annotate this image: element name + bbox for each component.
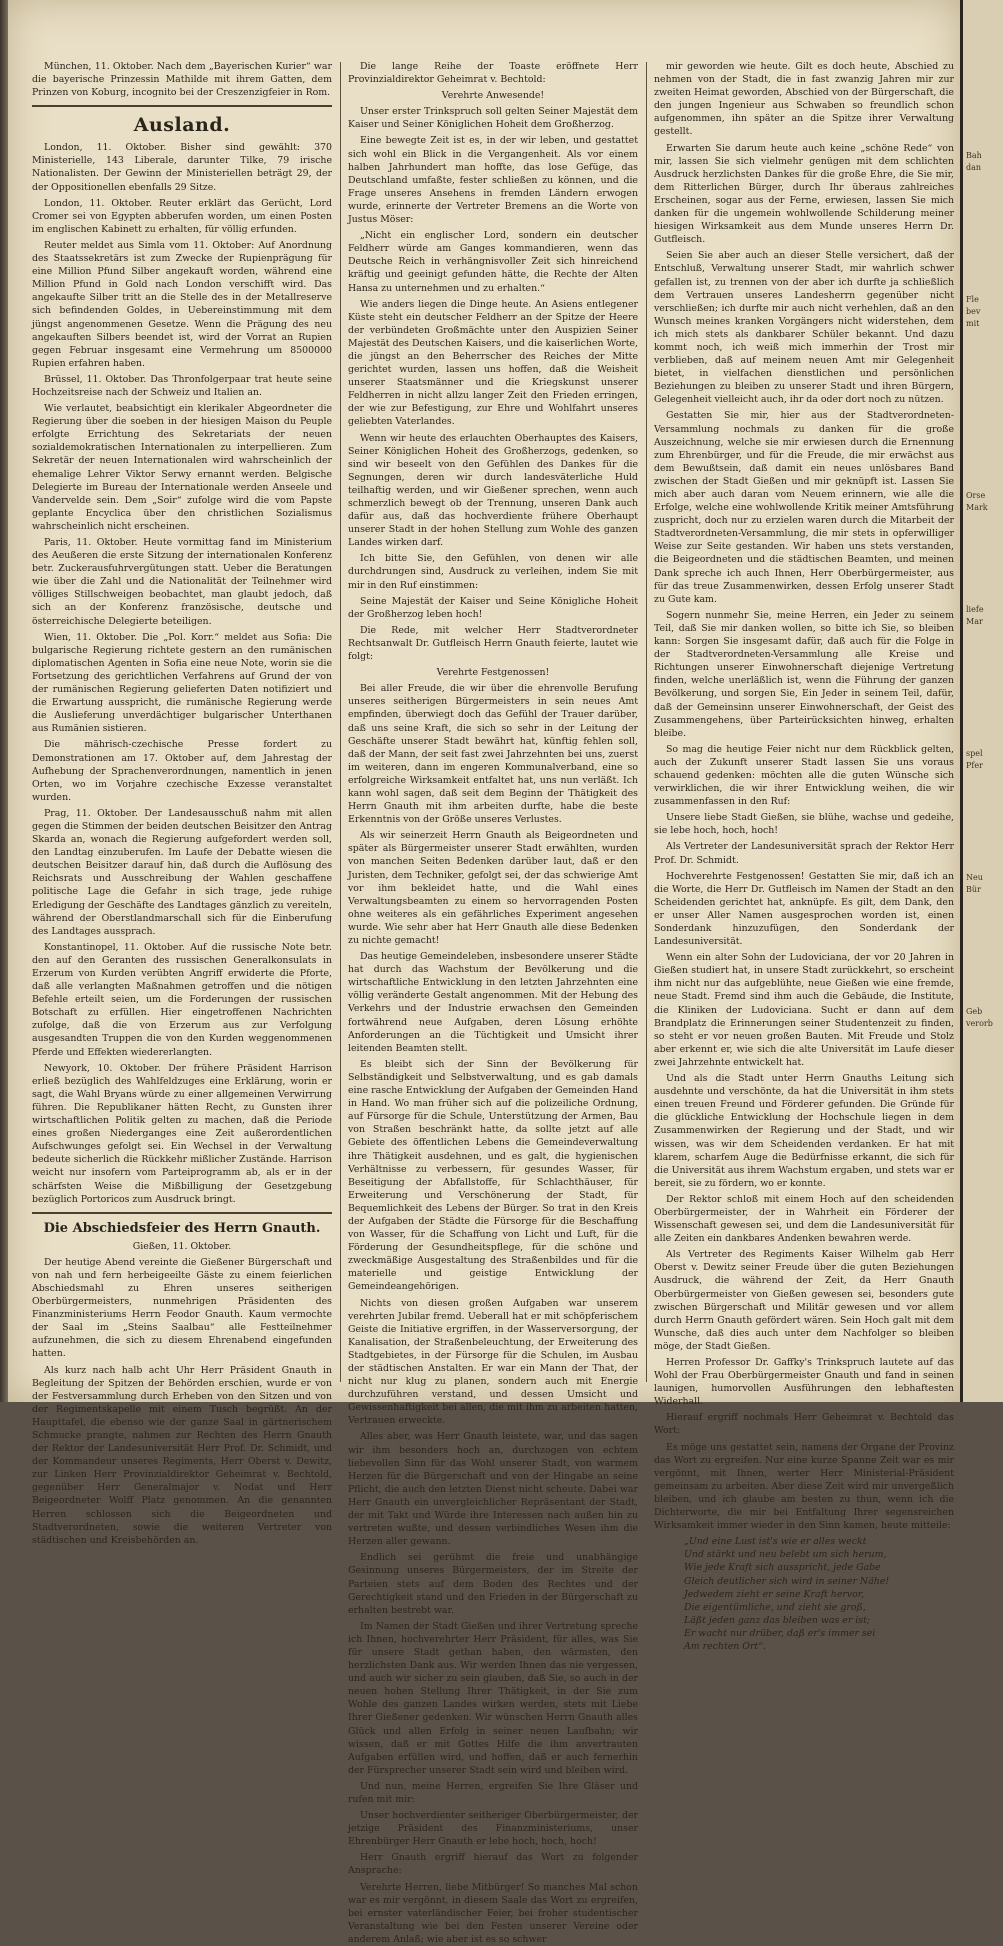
adjacent-page-fragment: Geb [966,1007,983,1016]
verse-line: Er wacht nur drüber, daß er's immer sei [684,1627,876,1639]
paragraph: Ich bitte Sie, den Gefühlen, von denen wir alle durchdrungen sind, Ausdruck zu verleihen, indem Sie mit mir in den Ruf einstimmen: [348,553,638,591]
paragraph: Prag, 11. Oktober. Der Landesausschuß nahm mit allen gegen die Stimmen der beiden deutschen Beisitzer den Antrag Skarda an, wonach die Regierung aufgefordert werden soll, den Landtag einzuberufen. Im Laufe der Debatte wiesen die deutschen Beisitzer darauf hin, daß durch die Auflösung des Reichsrats und Ausschreibung der Wahlen geschaffene politische Lage die Gefahr in sich trage, jede ruhige Erledigung der Geschäfte des Landtages gänzlich zu vereiteln, während der Oberstlandmarschall sich für die Einberufung des Landtages aussprach. [32,807,332,937]
binding-edge [0,0,8,1402]
column-middle [348,60,638,1945]
paragraph: Verehrte Herren, liebe Mitbürger! So manches Mal schon war es mir vergönnt, in diesem Saale das Wort zu ergreifen, bei ernster vaterländischer Feier, bei froher studentischer Veranstaltung wie bei den Festen unserer Vereine oder anderem Anlaß; wie aber ist es so schwer [348,1881,638,1945]
quotation: „Nicht ein englischer Lord, sondern ein deutscher Feldherr würde am Ganges kommandieren, wenn das Deutsche Reich in verhängnisvoller Zeit sich hinreichend kräftig und geeinigt gefunden hätte, die Rechte der Alten Hansa zu unternehmen und zu erhalten.“ [348,230,638,294]
adjacent-page-fragment: spel [966,749,983,758]
paragraph: Der heutige Abend vereinte die Gießener Bürgerschaft und von nah und fern herbeigeeilte Gäste zu einem feierlichen Abschiedsmahl zu Ehren unseres seitherigen Oberbürgermeisters, nunmehrigen Präsidenten des Finanzministeriums Herrn Feodor Gnauth. Kaum vermochte der Saal im „Steins Saalbau“ alle Festteilnehmer aufzunehmen, die sich zu diesem Ehrenabend eingefunden hatten. [32,1256,332,1360]
paragraph: Eine bewegte Zeit ist es, in der wir leben, und gestattet sich wohl ein Blick in die Vergangenheit. Als vor einem halben Jahrhundert man hoffte, das lose Gefüge, das Deutschland umfaßte, fester schließen zu können, und die Frage unseres Ansehens in fremden Ländern erwogen wurde, erinnerte der Vertreter Bremens an die Worte von Justus Möser: [348,135,638,226]
adjacent-page-fragment: dan [966,163,982,172]
verse-line: Läßt jeden ganz das bleiben was er ist; [684,1614,871,1626]
paragraph: Gestatten Sie mir, hier aus der Stadtverordneten-Versammlung nochmals zu danken für die große Auszeichnung, welche sie mir erwiesen durch die Ernennung zum Ehrenbürger, und für die Freude, die mir erwächst aus dem Bewußtsein, daß damit ein neues unlösbares Band zwischen der Stadt Gießen und mir geknüpft ist. Lassen Sie mich aber auch daran vom Neuem erinnern, wie alle die Erfolge, welche eine wohlwollende Kritik meiner Amtsführung zuspricht, doch nur zu erzielen waren durch die Mitarbeit der Stadtverordneten-Versammlung, die mir stets in opferwilliger Weise zur Seite gestanden. Wir haben uns stets verstanden, die Beigeordneten und die städtischen Beamten, und meinen Dank spreche ich auch Ihnen, Herr Oberbürgermeister, aus für das treue Zusammenwirken, dessen Erfolg unserer Stadt zu Gute kam. [654,410,954,605]
adjacent-page-fragment: Mark [966,503,988,512]
paragraph: Reuter meldet aus Simla vom 11. Oktober: Auf Anordnung des Staatssekretärs ist zum Zwecke der Rupienprägung für eine Million Pfund Silber angekauft worden, während eine Million Pfund in Gold nach London verschifft wird. Das angekaufte Silber tritt an die Stelle des in der Metallreserve sich befindenden Goldes, in Uebereinstimmung mit dem jüngst angenommenen Gesetze. Wenn die Prägung des neu angekauften Silbers beendet ist, wird der Vorrat an Rupien gegen Februar insgesamt eine Vermehrung um 8500000 Rupien erfahren haben. [32,239,332,369]
paragraph: Und nun, meine Herren, ergreifen Sie Ihre Gläser und rufen mit mir: [348,1780,638,1805]
adjacent-page-fragment: Bür [966,885,981,894]
adjacent-page-fragment: Neu [966,873,983,882]
paragraph: London, 11. Oktober. Reuter erklärt das Gerücht, Lord Cromer sei von Egypten abberufen worden, um einen Posten im englischen Kabinett zu erhalten, für völlig erfunden. [32,197,332,235]
verse-line: Jedwedem zieht er seine Kraft hervor, [684,1588,865,1600]
paragraph: Unsere liebe Stadt Gießen, sie blühe, wachse und gedeihe, sie lebe hoch, hoch, hoch! [654,812,954,837]
adjacent-page-fragment: mit [966,319,980,328]
paragraph: London, 11. Oktober. Bisher sind gewählt: 370 Ministerielle, 143 Liberale, darunter Tilke, 79 irische Nationalisten. Der Gewinn der Ministeriellen beträgt 29, der der Oppositionellen ebenfalls 29 Sitze. [32,142,332,193]
paragraph: Herr Gnauth ergriff hierauf das Wort zu folgender Ansprache: [348,1852,638,1877]
paragraph: Im Namen der Stadt Gießen und ihrer Vertretung spreche ich Ihnen, hochverehrter Herr Präsident, für alles, was Sie für unsere Stadt gethan haben, den wärmsten, den herzlichsten Dank aus. Wir werden Ihnen das nie vergessen, und auch wir sicher zu sein glauben, daß Sie, so auch in der neuen hohen Stellung Ihrer Thätigkeit, in der Sie zum Wohle des ganzen Landes wirken werden, stets mit Liebe Ihrer Gießener gedenken. Wir wünschen Herrn Gnauth alles Glück und allen Erfolg in seiner neuen Laufbahn; wir wissen, daß er mit Gottes Hilfe die ihm anvertrauten Aufgaben erfüllen wird, und hoffen, daß er auch fernerhin der Fürsprecher unserer Stadt sein wird und bleiben wird. [348,1620,638,1776]
paragraph: Hierauf ergriff nochmals Herr Geheimrat v. Bechtold das Wort: [654,1412,954,1437]
paragraph: So mag die heutige Feier nicht nur dem Rückblick gelten, auch der Zukunft unserer Stadt lassen Sie uns voraus schauend gedenken: möchten alle die guten Wünsche sich verwirklichen, die wir ihrer Entwicklung weihen, die wir zusammenfassen in den Ruf: [654,743,954,808]
verse-line: Die eigentümliche, und zieht sie groß, [684,1601,866,1613]
paragraph: München, 11. Oktober. Nach dem „Bayerischen Kurier“ war die bayerische Prinzessin Mathilde mit ihrem Gatten, dem Prinzen von Koburg, incognito bei der Creszenzigfeier in Rom. [32,61,332,99]
adjacent-page-fragment: Mar [966,617,983,626]
paragraph: Nichts von diesen großen Aufgaben war unserem verehrten Jubilar fremd. Ueberall hat er mit schöpferischem Geiste die Initiative ergriffen, in der Wasserversorgung, der Kanalisation, der Straßenbeleuchtung, der Erweiterung des Stadtgebietes, in der Fürsorge für die Schulen, im Ausbau der städtischen Anstalten. Er war ein Mann der That, der nicht nur klug zu planen, sondern auch mit Energie durchzuführen verstand, und dessen Umsicht und Gewissenhaftigkeit bei allen, die mit ihm zu arbeiten hatten, Vertrauen erweckte. [348,1297,638,1427]
paragraph: Wenn ein alter Sohn der Ludoviciana, der vor 20 Jahren in Gießen studiert hat, in unsere Stadt zurückkehrt, so erscheint ihm nicht nur das aufgeblühte, neue Gießen wie eine fremde, neue Stadt. Fremd sind ihm auch die Gebäude, die Institute, die Kliniken der Ludoviciana. Sucht er dann auf dem Brandplatz die Erinnerungen seiner Studentenzeit zu finden, so steht er vor neuen großen Bauten. Mit Freude und Stolz aber erkennt er, wie sich die alte Universität im Laufe dieser zwei Jahrzehnte entwickelt hat. [654,952,954,1068]
paragraph: Sogern nunmehr Sie, meine Herren, ein Jeder zu seinem Teil, daß Sie mir danken wollen, so bitte ich Sie, so bleiben kann: Sorgen Sie insgesamt dafür, daß auch für die Folge in der Stadtverordneten-Versammlung alle Kreise und Richtungen unserer Einwohnerschaft diejenige Vertretung finden, welche unerläßlich ist, wenn die Führung der ganzen Bevölkerung, und sorgen Sie, Ein Jeder in seinem Teil, dafür, daß der Gemeinsinn unserer Einwohnerschaft, der Geist des Zusammengehens, über Parteirücksichten hinweg, erhalten bleibe. [654,609,954,739]
section-heading-abschiedsfeier: Die Abschiedsfeier des Herrn Gnauth. [43,1220,321,1236]
paragraph: Als wir seinerzeit Herrn Gnauth als Beigeordneten und später als Bürgermeister unserer Stadt erwählten, wurden von manchen Seiten Bedenken darüber laut, daß er den Juristen, dem Techniker, gefolgt sei, der das schwierige Amt vor ihm bekleidet hatte, und die Wahl eines Verwaltungsbeamten zu einem so hervorragenden Posten ohne weiteres als ein gefährliches Experiment angesehen wurde. Wie sehr aber hat Herr Gnauth alle diese Bedenken zu nichte gemacht! [348,830,638,946]
adjacent-page-fragment: liefe [966,605,984,614]
paragraph: Seien Sie aber auch an dieser Stelle versichert, daß der Entschluß, Verwaltung unserer Stadt, mir wahrlich schwer gefallen ist, zu trennen von der aber ich durfte ja schließlich dem Vertrauen unseres Landesherrn gegenüber nicht verschließen; ich durfte mir auch nicht verhehlen, daß an den Wunsch meines kranken Vorgängers nicht widerstehen, dem ich mich stets als dankbarer Schüler bekannt. Und dazu kommt noch, ich weiß mich immerhin der Trost mir verblieben, daß auf meinem neuen Amt mir Gelegenheit bietet, in vielfachen dienstlichen und persönlichen Beziehungen zu bleiben zu unserer Stadt und ihren Bürgern, Gelegenheit vielleicht auch, ihr da oder dort noch zu nützen. [654,250,954,406]
verse-line: Und stärkt und neu belebt um sich herum, [684,1549,887,1561]
column-left [32,60,332,1546]
paragraph: Hochverehrte Festgenossen! Gestatten Sie mir, daß ich an die Worte, die Herr Dr. Gutfleisch im Namen der Stadt an den Scheidenden gerichtet hat, anknüpfe. Es gilt, dem Dank, den er unser Aller Namen ausgesprochen worden ist, einen Sonderdank hinzuzufügen, den Sonderdank der Landesuniversität. [654,870,954,948]
section-divider [32,1212,332,1214]
paragraph: Als Vertreter der Landesuniversität sprach der Rektor Herr Prof. Dr. Schmidt. [654,841,954,866]
verse-line: Gleich deutlicher sich wird in seiner Nähe! [684,1575,890,1587]
column-right [654,60,954,1652]
paragraph: Die Rede, mit welcher Herr Stadtverordneter Rechtsanwalt Dr. Gutfleisch Herrn Gnauth feierte, lautet wie folgt: [348,624,638,663]
paragraph: Endlich sei gerühmt die freie und unabhängige Gesinnung unseres Bürgermeisters, der im Streite der Parteien stets auf dem Boden des Rechtes und der Gerechtigkeit stand und den Frieden in der Bürgerschaft zu erhalten bestrebt war. [348,1552,638,1616]
verse-line: Am rechten Ort“. [684,1640,766,1652]
adjacent-page-fragment: Orse [966,491,986,500]
adjacent-page-fragment: bev [966,307,981,316]
paragraph: Die lange Reihe der Toaste eröffnete Herr Provinzialdirektor Geheimrat v. Bechtold: [348,61,638,86]
paragraph: Als kurz nach halb acht Uhr Herr Präsident Gnauth in Begleitung der Spitzen der Behörden erschien, wurde er von der Festversammlung durch Erheben von den Sitzen und von der Regimentskapelle mit einem Tusch begrüßt. An der Haupttafel, die ebenso wie der ganze Saal in gärtnerischem Schmucke prangte, nahmen zur Rechten des Herrn Gnauth der Rektor der Landesuniversität Herr Prof. Dr. Schmidt, und der Kommandeur unseres Regiments, Herr Oberst v. Dewitz, zur Linken Herr Provinzialdirektor Geheimrat v. Bechtold, gegenüber Herr Generalmajor v. Nodat und Herr Beigeordneter Wolff Platz genommen. An die genannten Herren schlossen sich die Beigeordneten und Stadtverordneten, sowie die weiteren Vertreter von städtischen und Kreisbehörden an. [32,1364,332,1546]
paragraph: Es möge uns gestattet sein, namens der Organe der Provinz das Wort zu ergreifen. Nur eine kurze Spanne Zeit war es mir vergönnt, mit Ihnen, werter Herr Ministerial-Präsident gemeinsam zu arbeiten. Aber diese Zeit wird mir unvergeßlich bleiben, und ich glaube am besten zu thun, wenn ich die Dichterworte, die mir bei Entfaltung Ihrer segensreichen Wirksamkeit immer wieder in den Sinn kamen, heute mitteile: [654,1441,954,1532]
paragraph: Unser erster Trinkspruch soll gelten Seiner Majestät dem Kaiser und Seiner Königlichen Hoheit dem Großherzog. [348,106,638,131]
verse-line: „Und eine Lust ist's wie er alles weckt [684,1536,867,1548]
paragraph: Unser hochverdienter seitheriger Oberbürgermeister, der jetzige Präsident des Finanzministeriums, unser Ehrenbürger Herr Gnauth er lebe hoch, hoch, hoch! [348,1810,638,1848]
paragraph: Erwarten Sie darum heute auch keine „schöne Rede“ von mir, lassen Sie sich vielmehr genügen mit dem schlichten Ausdruck herzlichsten Dankes für die große Ehre, die Sie mir, dem Ritterlichen Bürger, durch Ihr überaus zahlreiches Erscheinen, sogar aus der Ferne, erwiesen, lassen Sie mich danken für die ungemein wohlwollende Schilderung meiner hiesigen Wirksamkeit aus dem Munde unseres Herrn Dr. Gutfleisch. [654,142,954,246]
paragraph: Herren Professor Dr. Gaffky's Trinkspruch lautete auf das Wohl der Frau Oberbürgermeister Gnauth und fand in seinen launigen, humorvollen Ausführungen den lebhaftesten Widerhall. [654,1357,954,1408]
salutation: Verehrte Festgenossen! [436,667,550,679]
newspaper-page [8,0,960,1945]
paragraph: Brüssel, 11. Oktober. Das Thronfolgerpaar trat heute seine Hochzeitsreise nach der Schweiz und Italien an. [32,373,332,398]
adjacent-page-fragment: Bah [966,151,982,160]
paragraph: Wie anders liegen die Dinge heute. An Asiens entlegener Küste steht ein deutscher Feldherr an der Spitze der Heere der verbündeten Großmächte unter den Auspizien Seiner Majestät des Deutschen Kaisers, und die kaiserlichen Worte, die jüngst an den Beherrscher des Reiches der Mitte gerichtet wurden, lassen uns hoffen, daß die Weisheit unserer Staatsmänner und die Kriegskunst unserer Feldherren in nicht allzu langer Zeit den Frieden erringen, der wie zur Befestigung, zur Ehre und Wohlfahrt unseres geliebten Vaterlandes. [348,298,638,428]
paragraph: Als Vertreter des Regiments Kaiser Wilhelm gab Herr Oberst v. Dewitz seiner Freude über die guten Beziehungen Ausdruck, die während der Zeit, da Herr Gnauth Oberbürgermeister von Gießen gewesen sei, besonders gute zwischen Bürgerschaft und Militär gewesen und vor allem durch Herrn Gnauth gefördert wären. Sein Hoch galt mit dem Wunsche, daß dies auch unter dem Nachfolger so bleiben möge, der Stadt Gießen. [654,1249,954,1352]
paragraph: Seine Majestät der Kaiser und Seine Königliche Hoheit der Großherzog leben hoch! [348,595,638,620]
adjacent-page-edge [960,0,1003,1402]
paragraph: mir geworden wie heute. Gilt es doch heute, Abschied zu nehmen von der Stadt, die in fast zwanzig Jahren mir zur zweiten Heimat geworden, Abschied von der Bürgerschaft, die den jungen Ingenieur aus Schwaben so freundlich schon aufgenommen, ihn später an die Spitze ihrer Verwaltung gestellt. [654,61,954,138]
column-rule [646,62,647,1382]
paragraph: Wie verlautet, beabsichtigt ein klerikaler Abgeordneter die Regierung über die soeben in der hiesigen Maison du Peuple erfolgte Errichtung des Sekretariats der neuen sozialdemokratischen Internationalen zu interpellieren. Zum Sekretär der neuen Internationalen wird wahrscheinlich der ehemalige Lehrer Viktor Serwy ernannt werden. Belgische Delegierte im Bureau der Internationale werden Anseele und Vandervelde sein. Dem „Soir“ zufolge wird die vom Papste geplante Encyclica über den christlichen Sozialismus wahrscheinlich nicht erscheinen. [32,403,332,532]
verse-line: Wie jede Kraft sich ausspricht, jede Gabe [684,1562,881,1574]
salutation: Verehrte Anwesende! [441,90,545,102]
paragraph: Bei aller Freude, die wir über die ehrenvolle Berufung unseres seitherigen Bürgermeisters in sein neues Amt empfinden, überwiegt doch das Gefühl der Trauer darüber, daß uns seine Kraft, die sich so sehr in der Leitung der Geschäfte unserer Stadt bewährt hat, künftig fehlen soll, daß der Mann, der seit fast zwei Jahrzehnten bei uns, zuerst im weiteren, dann im engeren Kommunalverband, eine so erfolgreiche Wirksamkeit entfaltet hat, uns nun verläßt. Ich kann wohl sagen, daß seit dem Beginn der Thätigkeit des Herrn Gnauth mit ihm arbeiten durfte, habe die beste Erkenntnis von der Größe unseres Verlustes. [348,683,638,826]
section-heading-ausland: Ausland. [133,114,231,137]
paragraph: Das heutige Gemeindeleben, insbesondere unserer Städte hat durch das Wachstum der Bevölkerung und die wirtschaftliche Entwicklung in den letzten Jahrzehnten eine völlig veränderte Gestalt angenommen. Mit der Hebung des Verkehrs und der Industrie erwachsen den Gemeinden fortwährend neue Aufgaben, deren Lösung erhöhte Anforderungen an die Tüchtigkeit und Umsicht ihrer leitenden Beamten stellt. [348,951,638,1054]
paragraph: Der Rektor schloß mit einem Hoch auf den scheidenden Oberbürgermeister, der in Wahrheit ein Förderer der Wissenschaft gewesen sei, und dem die Landesuniversität für alle Zeiten ein dankbares Andenken bewahren werde. [654,1193,954,1245]
paragraph: Alles aber, was Herr Gnauth leistete, war, und das sagen wir ihm besonders hoch an, durchzogen von echtem liebevollen Sinn für das Wohl unserer Stadt, von warmem Herzen für die Bürgerschaft und von der Hingabe an seine Pflicht, die auch den letzten Dienst nicht scheute. Dabei war Herr Gnauth ein unvergleichlicher Repräsentant der Stadt, der mit Takt und Würde ihre Interessen nach außen hin zu vertreten wußte, und dessen verbindliches Wesen ihm die Herzen aller gewann. [348,1431,638,1548]
adjacent-page-fragment: Pfer [966,761,983,770]
paragraph: Newyork, 10. Oktober. Der frühere Präsident Harrison erließ bezüglich des Wahlfeldzuges eine Erklärung, worin er sagt, die Wahl Bryans würde zu einer allgemeinen Verwirrung führen. Die Republikaner hätten Recht, zu Gunsten ihrer wirtschaftlichen Politik gelten zu machen, daß die Periode eines großen Niederganges eine Zeit außerordentlichen Aufschwunges gefolgt sei. Ein Wechsel in der Verwaltung bedeute sicherlich die Rückkehr mißlicher Zustände. Harrison weicht nur insofern vom Parteiprogramm ab, als er in der schärfsten Weise die Mißbilligung der Gesetzgebung bezüglich Portoricos zum Ausdruck bringt. [32,1062,332,1205]
paragraph: Die mährisch-czechische Presse fordert zu Demonstrationen am 17. Oktober auf, dem Jahrestag der Aufhebung der Sprachenverordnungen, namentlich in jenen Orten, wo im Vorjahre czechische Exzesse veranstaltet wurden. [32,739,332,803]
dateline: Gießen, 11. Oktober. [132,1240,232,1252]
adjacent-page-fragment: Fle [966,295,979,304]
column-rule [340,62,341,1382]
adjacent-page-fragment: verorb [966,1019,993,1028]
paragraph: Konstantinopel, 11. Oktober. Auf die russische Note betr. den auf den Geranten des russischen Generalkonsulats in Erzerum von Kurden verübten Angriff erwiderte die Pforte, daß alle verlangten Maßnahmen getroffen und die nötigen Befehle erteilt seien, um die Forderungen der russischen Botschaft zu erfüllen. Hier eingetroffenen Nachrichten zufolge, daß die von Erzerum aus zur Verfolgung ausgesandten Truppen die von den Kurden weggenommenen Pferde und Effekten wiedererlangten. [32,941,332,1058]
section-divider [32,105,332,107]
paragraph: Paris, 11. Oktober. Heute vormittag fand im Ministerium des Aeußeren die erste Sitzung der internationalen Konferenz betr. Zuckerausfuhrvergütungen statt. Ueber die Beratungen wie über die Zahl und die Nationalität der Teilnehmer wird völliges Stillschweigen beobachtet, man glaubt jedoch, daß sich an der Konferenz französische, deutsche und österreichische Delegierte beteiligen. [32,537,332,627]
paragraph: Wien, 11. Oktober. Die „Pol. Korr.“ meldet aus Sofia: Die bulgarische Regierung richtete gestern an den rumänischen diplomatischen Agenten in Sofia eine neue Note, worin sie die Fortsetzung des gerichtlichen Verfahrens auf Grund der von der rumänischen Regierung gelieferten Daten notifiziert und die Erwartung ausspricht, die rumänische Regierung werde die Auslieferung unverdächtiger bulgarischer Unterthanen aus Rumänien sistieren. [32,631,332,735]
paragraph: Und als die Stadt unter Herrn Gnauths Leitung sich ausdehnte und verschönte, da hat die Universität in ihm stets einen treuen Freund und Förderer gefunden. Die Gründe für die glückliche Entwicklung der Hochschule liegen in dem Zusammenwirken der Regierung und der Stadt, und wir wissen, was wir dem Scheidenden verdanken. Er hat mit klarem, scharfem Auge die Bedürfnisse erkannt, die sich für die Universität aus ihrem Wachstum ergaben, und stets war er bereit, sie zu fördern, wo er konnte. [654,1073,954,1189]
paragraph: Wenn wir heute des erlauchten Oberhauptes des Kaisers, Seiner Königlichen Hoheit des Großherzogs, gedenken, so sind wir beseelt von den Gefühlen des Dankes für die Segnungen, deren wir durch landesväterliche Huld teilhaftig werden, und wir Gießener sprechen, wenn auch schmerzlich bewegt ob der Trennung, unseren Dank auch dafür aus, daß das hochverdiente frühere Oberhaupt unserer Stadt in der hohen Stellung zum Wohle des ganzen Landes wirken darf. [348,432,638,549]
paragraph: Es bleibt sich der Sinn der Bevölkerung für Selbständigkeit und Selbstverwaltung, und es gab damals eine rasche Entwicklung der Aufgaben der Gemeinden Hand in Hand. Wo man früher sich auf die polizeiliche Ordnung, auf Fürsorge für die Schule, Unterstützung der Armen, Bau von Straßen beschränkt hatte, da sollte jetzt auf alle Gebiete des öffentlichen Lebens die Gemeindeverwaltung ihre Thätigkeit ausdehnen, und es galt, die hygienischen Verhältnisse zu verbessern, für gesundes Wasser, für Beseitigung der Abfallstoffe, für Schlachthäuser, für Erweiterung und Verschönerung der Stadt, für Bequemlichkeit des Lebens der Bürger. So trat in den Kreis der Aufgaben der Städte die Fürsorge für die Beschaffung von Wasser, für die Schaffung von Licht und Luft, für die Förderung der Gesundheitspflege, für die schöne und zweckmäßige Ausgestaltung des Straßenbildes und für die materielle und geistige Entwicklung der Gemeindeangehörigen. [348,1058,638,1293]
